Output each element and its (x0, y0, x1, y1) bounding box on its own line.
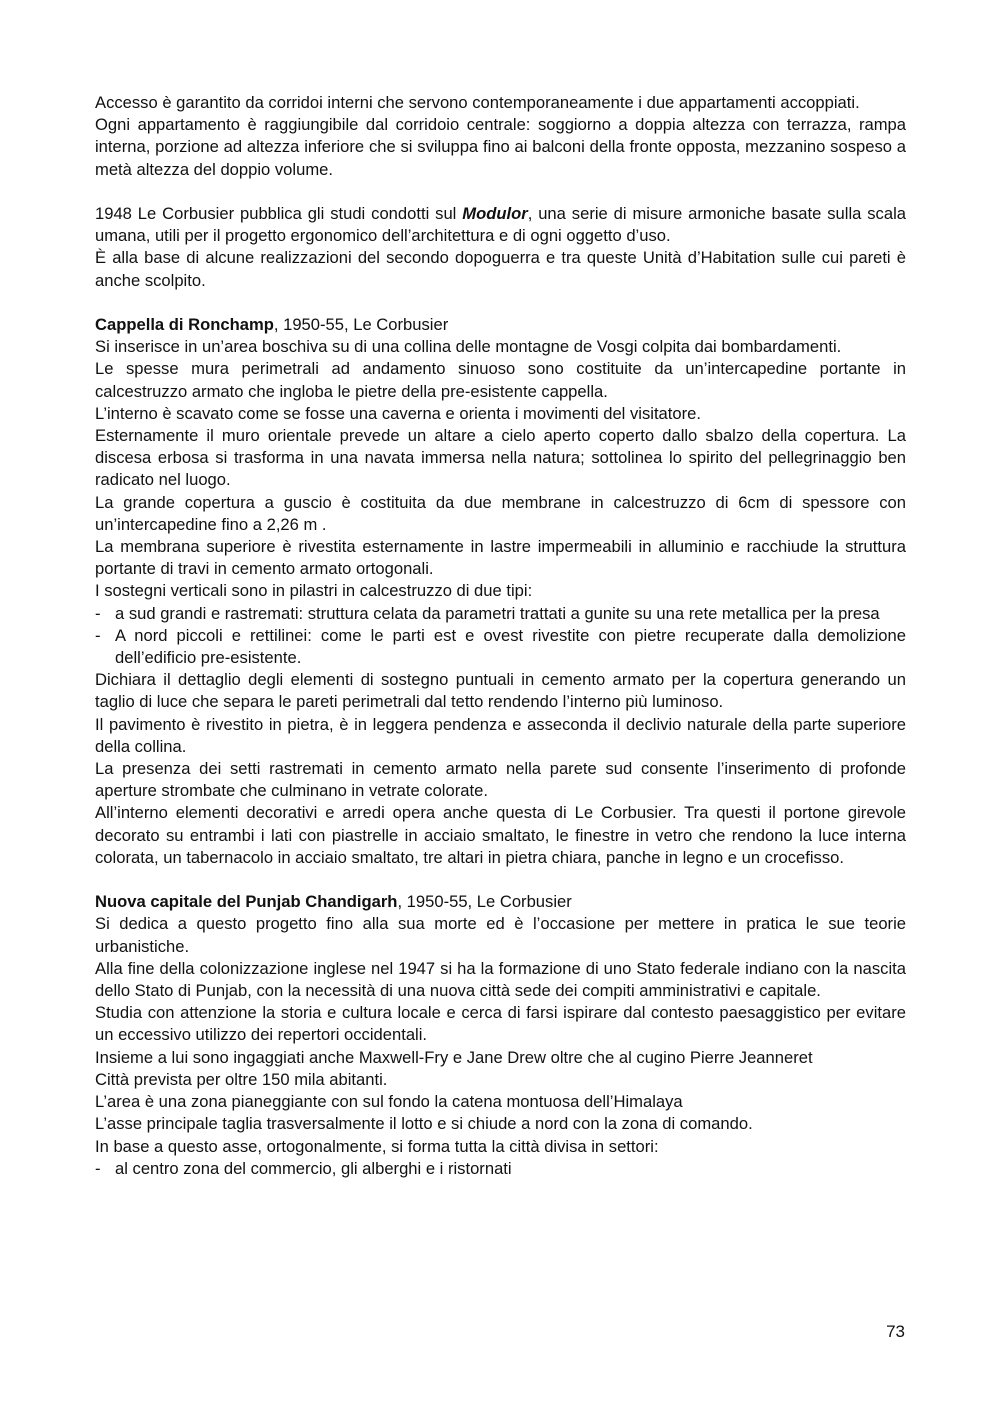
paragraph: Studia con attenzione la storia e cultura locale e cerca di farsi ispirare dal contesto paesaggistico per evitare un eccessivo utilizzo dei repertori occidentali. (95, 1003, 906, 1045)
bullet-dash: - (95, 1158, 101, 1178)
paragraph: La presenza dei setti rastremati in cemento armato nella parete sud consente l’inserimento di profonde aperture strombate che culminano in vetrate colorate. (95, 759, 906, 801)
paragraph-modulor (95, 203, 906, 247)
paragraph: I sostegni verticali sono in pilastri in calcestruzzo di due tipi: (95, 581, 533, 601)
heading-subtitle: , 1950-55, Le Corbusier (273, 315, 449, 334)
text-run: , una serie di misure armoniche basate sulla scala umana, utili per il progetto ergonomico dell’architettura e di ogni oggetto d’uso. (95, 204, 906, 246)
paragraph: Ogni appartamento è raggiungibile dal corridoio centrale: soggiorno a doppia altezza con terrazza, rampa interna, porzione ad altezza inferiore che si sviluppa fino ai balconi della fronte opposta, mezzanino sospeso a metà altezza del doppio volume. (95, 115, 906, 179)
paragraph: Alla fine della colonizzazione inglese nel 1947 si ha la formazione di uno Stato federale indiano con la nascita dello Stato di Punjab, con la necessità di una nuova città sede dei compiti amministrativi e capitale. (95, 958, 906, 1001)
paragraph: La grande copertura a guscio è costituita da due membrane in calcestruzzo di 6cm di spessore con un’intercapedine fino a 2,26 m . (95, 492, 906, 534)
page-number: 73 (886, 1322, 905, 1341)
paragraph: È alla base di alcune realizzazioni del secondo dopoguerra e tra queste Unità d’Habitation sulle cui pareti è anche scolpito. (95, 248, 906, 290)
paragraph: Esternamente il muro orientale prevede un altare a cielo aperto coperto dallo sbalzo della copertura. La discesa erbosa si trasforma in una navata immersa nella natura; sottolinea lo spirito del pellegrinaggio ben radicato nel luogo. (95, 426, 906, 490)
heading-title: Nuova capitale del Punjab Chandigarh (95, 892, 398, 912)
list-item-text: A nord piccoli e rettilinei: come le parti est e ovest rivestite con pietre recuperate dalla demolizione dell’edificio pre-esistente. (115, 625, 906, 668)
paragraph: L’area è una zona pianeggiante con sul fondo la catena montuosa dell’Himalaya (95, 1092, 683, 1112)
list-item (95, 603, 906, 625)
paragraph: Accesso è garantito da corridoi interni che servono contemporaneamente i due appartamenti accoppiati. (95, 93, 860, 112)
paragraph: Si dedica a questo progetto fino alla sua morte ed è l’occasione per mettere in pratica le sue teorie urbanistiche. (95, 914, 906, 956)
text-run: 1948 Le Corbusier pubblica gli studi condotti sul (95, 204, 463, 223)
paragraph: Si inserisce in un’area boschiva su di una collina delle montagne de Vosgi colpita dai bombardamenti. (95, 337, 842, 357)
paragraph: L’asse principale taglia trasversalmente il lotto e si chiude a nord con la zona di comando. (95, 1114, 753, 1134)
heading-title: Cappella di Ronchamp (95, 315, 274, 334)
document-page (95, 92, 906, 1180)
list-item (95, 1158, 906, 1180)
paragraph: Dichiara il dettaglio degli elementi di sostegno puntuali in cemento armato per la copertura generando un taglio di luce che separa le pareti perimetrali dal tetto rendendo l’interno più luminoso. (95, 670, 906, 712)
paragraph: L’interno è scavato come se fosse una caverna e orienta i movimenti del visitatore. (95, 403, 701, 423)
emphasis-modulor: Modulor (462, 204, 528, 223)
section-heading-chandigarh (95, 891, 906, 913)
list-item-text: a sud grandi e rastremati: struttura celata da parametri trattati a gunite su una rete metallica per la presa (115, 603, 880, 623)
paragraph: Insieme a lui sono ingaggiati anche Maxwell-Fry e Jane Drew oltre che al cugino Pierre Jeanneret (95, 1047, 813, 1067)
list-item (95, 625, 906, 669)
paragraph: Il pavimento è rivestito in pietra, è in leggera pendenza e asseconda il declivio naturale della parte superiore della collina. (95, 714, 906, 756)
paragraph: Le spesse mura perimetrali ad andamento sinuoso sono costituite da un’intercapedine portante in calcestruzzo armato che ingloba le pietre della pre-esistente cappella. (95, 359, 906, 401)
paragraph: La membrana superiore è rivestita esternamente in lastre impermeabili in alluminio e racchiude la struttura portante di travi in cemento armato ortogonali. (95, 537, 906, 579)
heading-subtitle: , 1950-55, Le Corbusier (397, 892, 572, 912)
paragraph: All’interno elementi decorativi e arredi opera anche questa di Le Corbusier. Tra questi il portone girevole decorato su entrambi i lati con piastrelle in acciaio smaltato, le finestre in vetro che rendono la luce interna colorata, un tabernacolo in acciaio smaltato, tre altari in pietra chiara, panche in legno e un crocefisso. (95, 803, 906, 867)
section-heading-ronchamp (95, 314, 906, 336)
paragraph: In base a questo asse, ortogonalmente, si forma tutta la città divisa in settori: (95, 1136, 659, 1156)
list-item-text: al centro zona del commercio, gli alberghi e i ristornati (115, 1158, 512, 1178)
paragraph: Città prevista per oltre 150 mila abitanti. (95, 1069, 388, 1089)
bullet-dash: - (95, 625, 101, 645)
bullet-dash: - (95, 603, 101, 623)
